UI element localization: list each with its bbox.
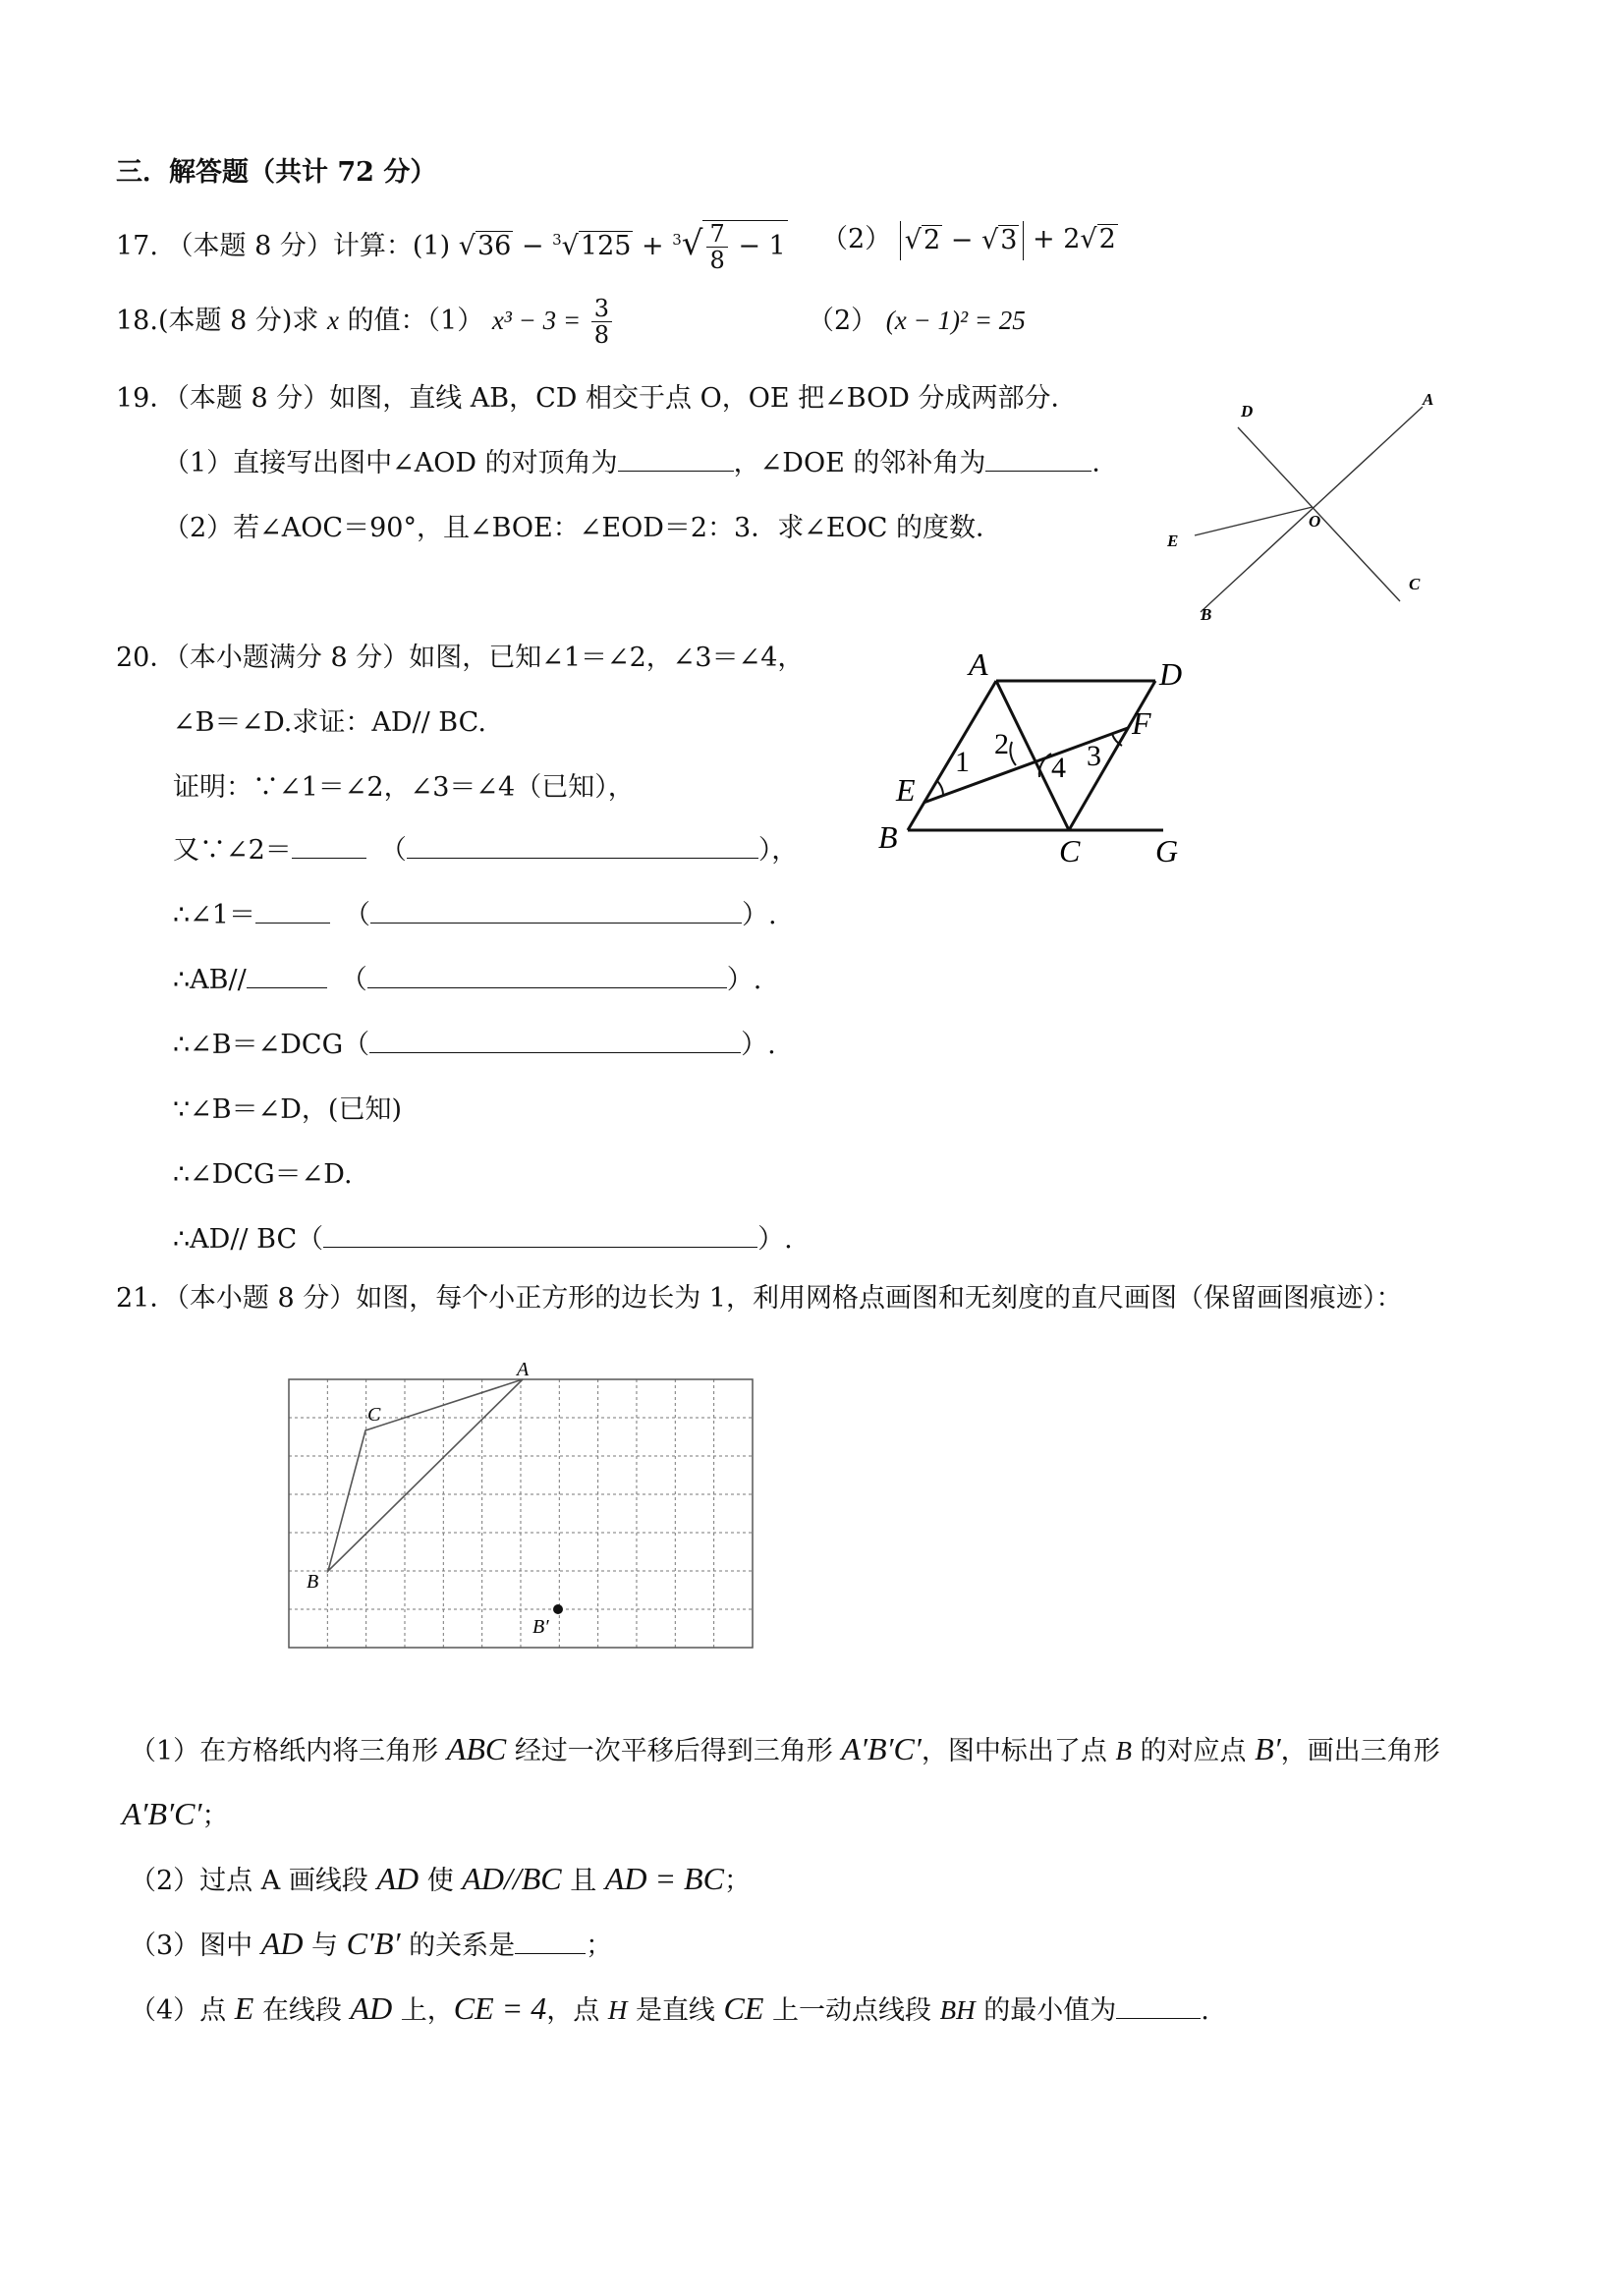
q21-s1-text-a: （1）在方格纸内将三角形 (130, 1736, 439, 1766)
q17-part2 (821, 218, 1118, 261)
q21-s4-text-d: ，点 (546, 1995, 600, 2026)
q21-s4-text-b: 在线段 (261, 1995, 342, 2026)
q20-blank-angle-2[interactable] (255, 899, 330, 924)
q21-s1-text-c: ，图中标出了点 (921, 1736, 1107, 1766)
section-title (116, 155, 436, 191)
q20-line5-paren-open: （ (343, 900, 370, 930)
q21-s4-ce-eq: CE = 4 (453, 1990, 547, 2026)
q19-answer-blank-1[interactable] (618, 447, 734, 472)
q20-blank-reason-5[interactable] (323, 1223, 757, 1248)
q20-line2 (173, 705, 486, 741)
q17-cube-index: 3 (552, 231, 562, 249)
q18-intro: (本题 8 分)求 (157, 306, 319, 336)
q20-line1 (116, 641, 804, 676)
grid-lines (289, 1379, 753, 1648)
sqrt-sign-4: √ (981, 224, 999, 255)
q18-frac-num: 3 (591, 296, 612, 322)
q20-blank-reason-1[interactable] (407, 834, 758, 859)
q21-stem: 21．（本小题 8 分）如图，每个小正方形的边长为 1，利用网格点画图和无刻度的直尺画图（保留画图痕迹）： (116, 1283, 1403, 1314)
q21-s2-text-a: （2）过点 A 画线段 (130, 1866, 368, 1896)
q21-s2-text-c: 且 (570, 1866, 597, 1896)
label-f: F (1132, 705, 1151, 741)
q18-eq2: (x − 1)² = 25 (885, 306, 1026, 335)
label-a: A (969, 646, 988, 682)
q17-frac-num: 7 (706, 221, 727, 248)
angle-label-1: 1 (955, 746, 970, 778)
q18-frac-den: 8 (593, 321, 609, 349)
q21-s3-ad: AD (260, 1926, 304, 1961)
q20-line6-text: ∴AB// (173, 965, 247, 995)
q20-line3 (173, 770, 635, 806)
q17-minus-one: − 1 (738, 231, 786, 261)
q21-s1-text-e: ，画出三角形 (1280, 1736, 1440, 1766)
q21-sub3 (130, 1924, 612, 1966)
q19-figure (1140, 383, 1454, 629)
q17-abs-a: 2 (923, 224, 941, 255)
q17-root-36: 36 (476, 231, 512, 261)
q20-blank-reason-4[interactable] (369, 1029, 741, 1053)
q17-part1-label: (1) (412, 231, 451, 261)
q18-number: 18. (116, 306, 158, 336)
q20-line4-paren-open: （ (379, 835, 407, 866)
label-b: B (878, 819, 898, 855)
q21-s2-ad: AD (376, 1861, 420, 1896)
q17-root-125: 125 (580, 231, 632, 261)
angle-arc-2 (1010, 742, 1016, 765)
q20-line6 (173, 963, 761, 998)
q20-line6-paren-open: （ (340, 965, 367, 995)
q21-s2-text-b: 使 (426, 1866, 454, 1896)
q20-proof-start: 证明：∵∠1＝∠2，∠3＝∠4（已知）， (173, 772, 635, 803)
q19-answer-blank-2[interactable] (985, 447, 1091, 472)
q20-blank-reason-3[interactable] (367, 964, 727, 988)
angle-label-2: 2 (994, 728, 1009, 760)
q19-line1 (116, 381, 1078, 417)
q21-line1 (116, 1281, 1402, 1316)
q18-fraction (591, 296, 612, 348)
q17-minus: − (521, 231, 544, 261)
q21-s2-text-d: ； (723, 1866, 751, 1896)
label-b: B (1201, 605, 1212, 624)
sqrt-sign-5: √ (1080, 224, 1097, 254)
q21-s4-ad: AD (350, 1990, 393, 2026)
label-g: G (1155, 833, 1179, 868)
q21-s2-parallel: AD//BC (462, 1861, 562, 1896)
q21-s1-text-d: 的对应点 (1140, 1736, 1247, 1766)
q17-cube-index-2: 3 (672, 231, 682, 249)
q18-eq1-left: x³ − 3 = (491, 306, 582, 335)
q20-line9-text: ∴∠DCG＝∠D. (173, 1159, 353, 1190)
q19-part2 (163, 511, 1002, 546)
q21-s4-text-e: 是直线 (635, 1995, 715, 2026)
q21-s4-text-a: （4）点 (130, 1995, 227, 2026)
label-e: E (1167, 532, 1179, 550)
label-e: E (896, 772, 916, 808)
q19-p1-text-a: （1）直接写出图中∠AOD 的对顶角为 (163, 448, 618, 478)
q18-var: x (326, 306, 339, 335)
sqrt-sign-3: √ (904, 224, 922, 255)
q21-sub1-cont (122, 1794, 228, 1836)
q20-line5-paren-close: ）. (741, 900, 777, 930)
q19-part1 (163, 446, 1118, 481)
q21-s4-text-f: 上一动点线段 (772, 1995, 932, 2026)
q20-line4-paren-close: ）， (757, 835, 799, 866)
point-b-prime (553, 1604, 563, 1614)
q20-line5-text: ∴∠1＝ (173, 900, 255, 930)
q17-part2-label: （2） (821, 224, 892, 254)
q21-s4-ce: CE (723, 1990, 764, 2026)
angle-label-4: 4 (1051, 752, 1066, 784)
q17-frac-den: 8 (709, 247, 725, 274)
q21-s4-text-h: . (1201, 1995, 1209, 2026)
q20-line10 (173, 1222, 793, 1258)
q20-blank-reason-2[interactable] (370, 899, 742, 924)
q18-part2 (808, 293, 1026, 349)
q20-line10-text: ∴AD// BC（ (173, 1224, 324, 1255)
label-a: A (517, 1359, 530, 1380)
q21-s1-text-b: 经过一次平移后得到三角形 (514, 1736, 833, 1766)
q20-line5 (173, 898, 777, 933)
q21-sub2 (130, 1859, 751, 1901)
label-b: B (307, 1571, 319, 1593)
q17-plus: + (642, 231, 664, 261)
q18-line (116, 293, 614, 349)
q17-number: 17. (116, 231, 158, 261)
q20-given: ∠B＝∠D.求证：AD// BC. (173, 707, 486, 738)
q21-grid-figure (275, 1346, 766, 1660)
q17-abs (900, 221, 1025, 260)
q21-s3-blank[interactable] (515, 1930, 586, 1954)
label-c: C (1409, 575, 1421, 593)
q19-stem: 19．（本题 8 分）如图，直线 AB，CD 相交于点 O，OE 把∠BOD 分成两部分． (116, 383, 1078, 414)
q17-root-last: 2 (1098, 224, 1116, 254)
label-c: C (367, 1404, 381, 1426)
q21-s2-equal: AD = BC (604, 1861, 724, 1896)
q21-s1-text-f: ； (201, 1801, 229, 1831)
q21-s4-h: H (607, 1995, 628, 2025)
grid-border (289, 1379, 753, 1648)
q19-p2-text: （2）若∠AOC＝90°，且∠BOE：∠EOD＝2：3．求∠EOC 的度数． (163, 513, 1002, 543)
cbrt-sign: √ (561, 231, 579, 261)
ray-oe (1195, 507, 1313, 535)
q21-sub1 (130, 1729, 1440, 1771)
q21-s1-abc-prime-2: A′B′C′ (122, 1796, 202, 1831)
q20-blank-line[interactable] (247, 964, 327, 988)
label-b-prime: B′ (532, 1616, 549, 1638)
label-a: A (1423, 390, 1434, 409)
label-d: D (1159, 656, 1183, 692)
q18-part2-label: （2） (808, 306, 878, 336)
q17-fraction (706, 221, 727, 273)
q20-line7 (173, 1028, 776, 1063)
q20-figure (865, 644, 1199, 879)
q20-line8-text: ∵∠B＝∠D，(已知) (173, 1094, 402, 1125)
q20-line4 (173, 833, 798, 868)
q19-p1-text-b: ，∠DOE 的邻补角为 (733, 448, 986, 478)
q20-line7-text: ∴∠B＝∠DCG（ (173, 1030, 370, 1060)
q20-line7-paren-close: ）. (741, 1030, 776, 1060)
q17-line (116, 218, 788, 273)
q20-blank-angle[interactable] (292, 834, 366, 859)
label-c: C (1059, 833, 1081, 868)
q17-tail: + 2 (1033, 224, 1081, 254)
q20-line8 (173, 1092, 402, 1128)
q21-s1-abc: ABC (446, 1731, 507, 1766)
q17-abs-minus: − (950, 224, 974, 255)
q17-intro: （本题 8 分）计算： (166, 231, 413, 261)
q21-s4-blank[interactable] (1116, 1994, 1201, 2019)
triangle-abc (328, 1379, 523, 1571)
q17-abs-b: 3 (1000, 224, 1018, 255)
line-ab (1201, 407, 1423, 612)
q21-s1-abc-prime: A′B′C′ (841, 1731, 922, 1766)
segment-dc (1069, 681, 1155, 830)
label-d: D (1241, 402, 1254, 420)
q20-stem: 20．（本小题满分 8 分）如图，已知∠1＝∠2，∠3＝∠4， (116, 643, 805, 673)
q21-s3-text-c: 的关系是 (409, 1931, 516, 1961)
q21-s3-text-d: ； (586, 1931, 613, 1961)
segment-ab (908, 681, 996, 830)
q20-line4-text: 又∵∠2＝ (173, 835, 292, 866)
q21-s4-bh: BH (939, 1995, 976, 2025)
q20-line9 (173, 1157, 353, 1193)
angle-label-3: 3 (1087, 740, 1101, 772)
q17-radicand (702, 220, 787, 273)
q21-s3-text-b: 与 (311, 1931, 339, 1961)
q21-s1-b-prime: B′ (1255, 1731, 1281, 1766)
section-title-text: 三．解答题（共计 72 分） (116, 157, 437, 188)
q21-s3-cb: C′B′ (346, 1926, 401, 1961)
q21-s3-text-a: （3）图中 (130, 1931, 253, 1961)
q21-s1-b: B (1115, 1736, 1132, 1765)
q21-sub4 (130, 1988, 1209, 2031)
q21-s4-text-g: 的最小值为 (983, 1995, 1117, 2026)
q20-line6-paren-close: ）. (726, 965, 762, 995)
sqrt-sign: √ (458, 231, 476, 261)
cbrt-sign-2: √ (681, 224, 703, 263)
q21-s4-text-c: 上， (400, 1995, 454, 2026)
label-o: O (1309, 512, 1321, 531)
q19-p1-text-c: ． (1091, 448, 1119, 478)
q20-line10-paren-close: ）. (757, 1224, 793, 1255)
q18-intro2: 的值：（1） (347, 306, 484, 336)
q21-s4-e: E (234, 1990, 254, 2026)
